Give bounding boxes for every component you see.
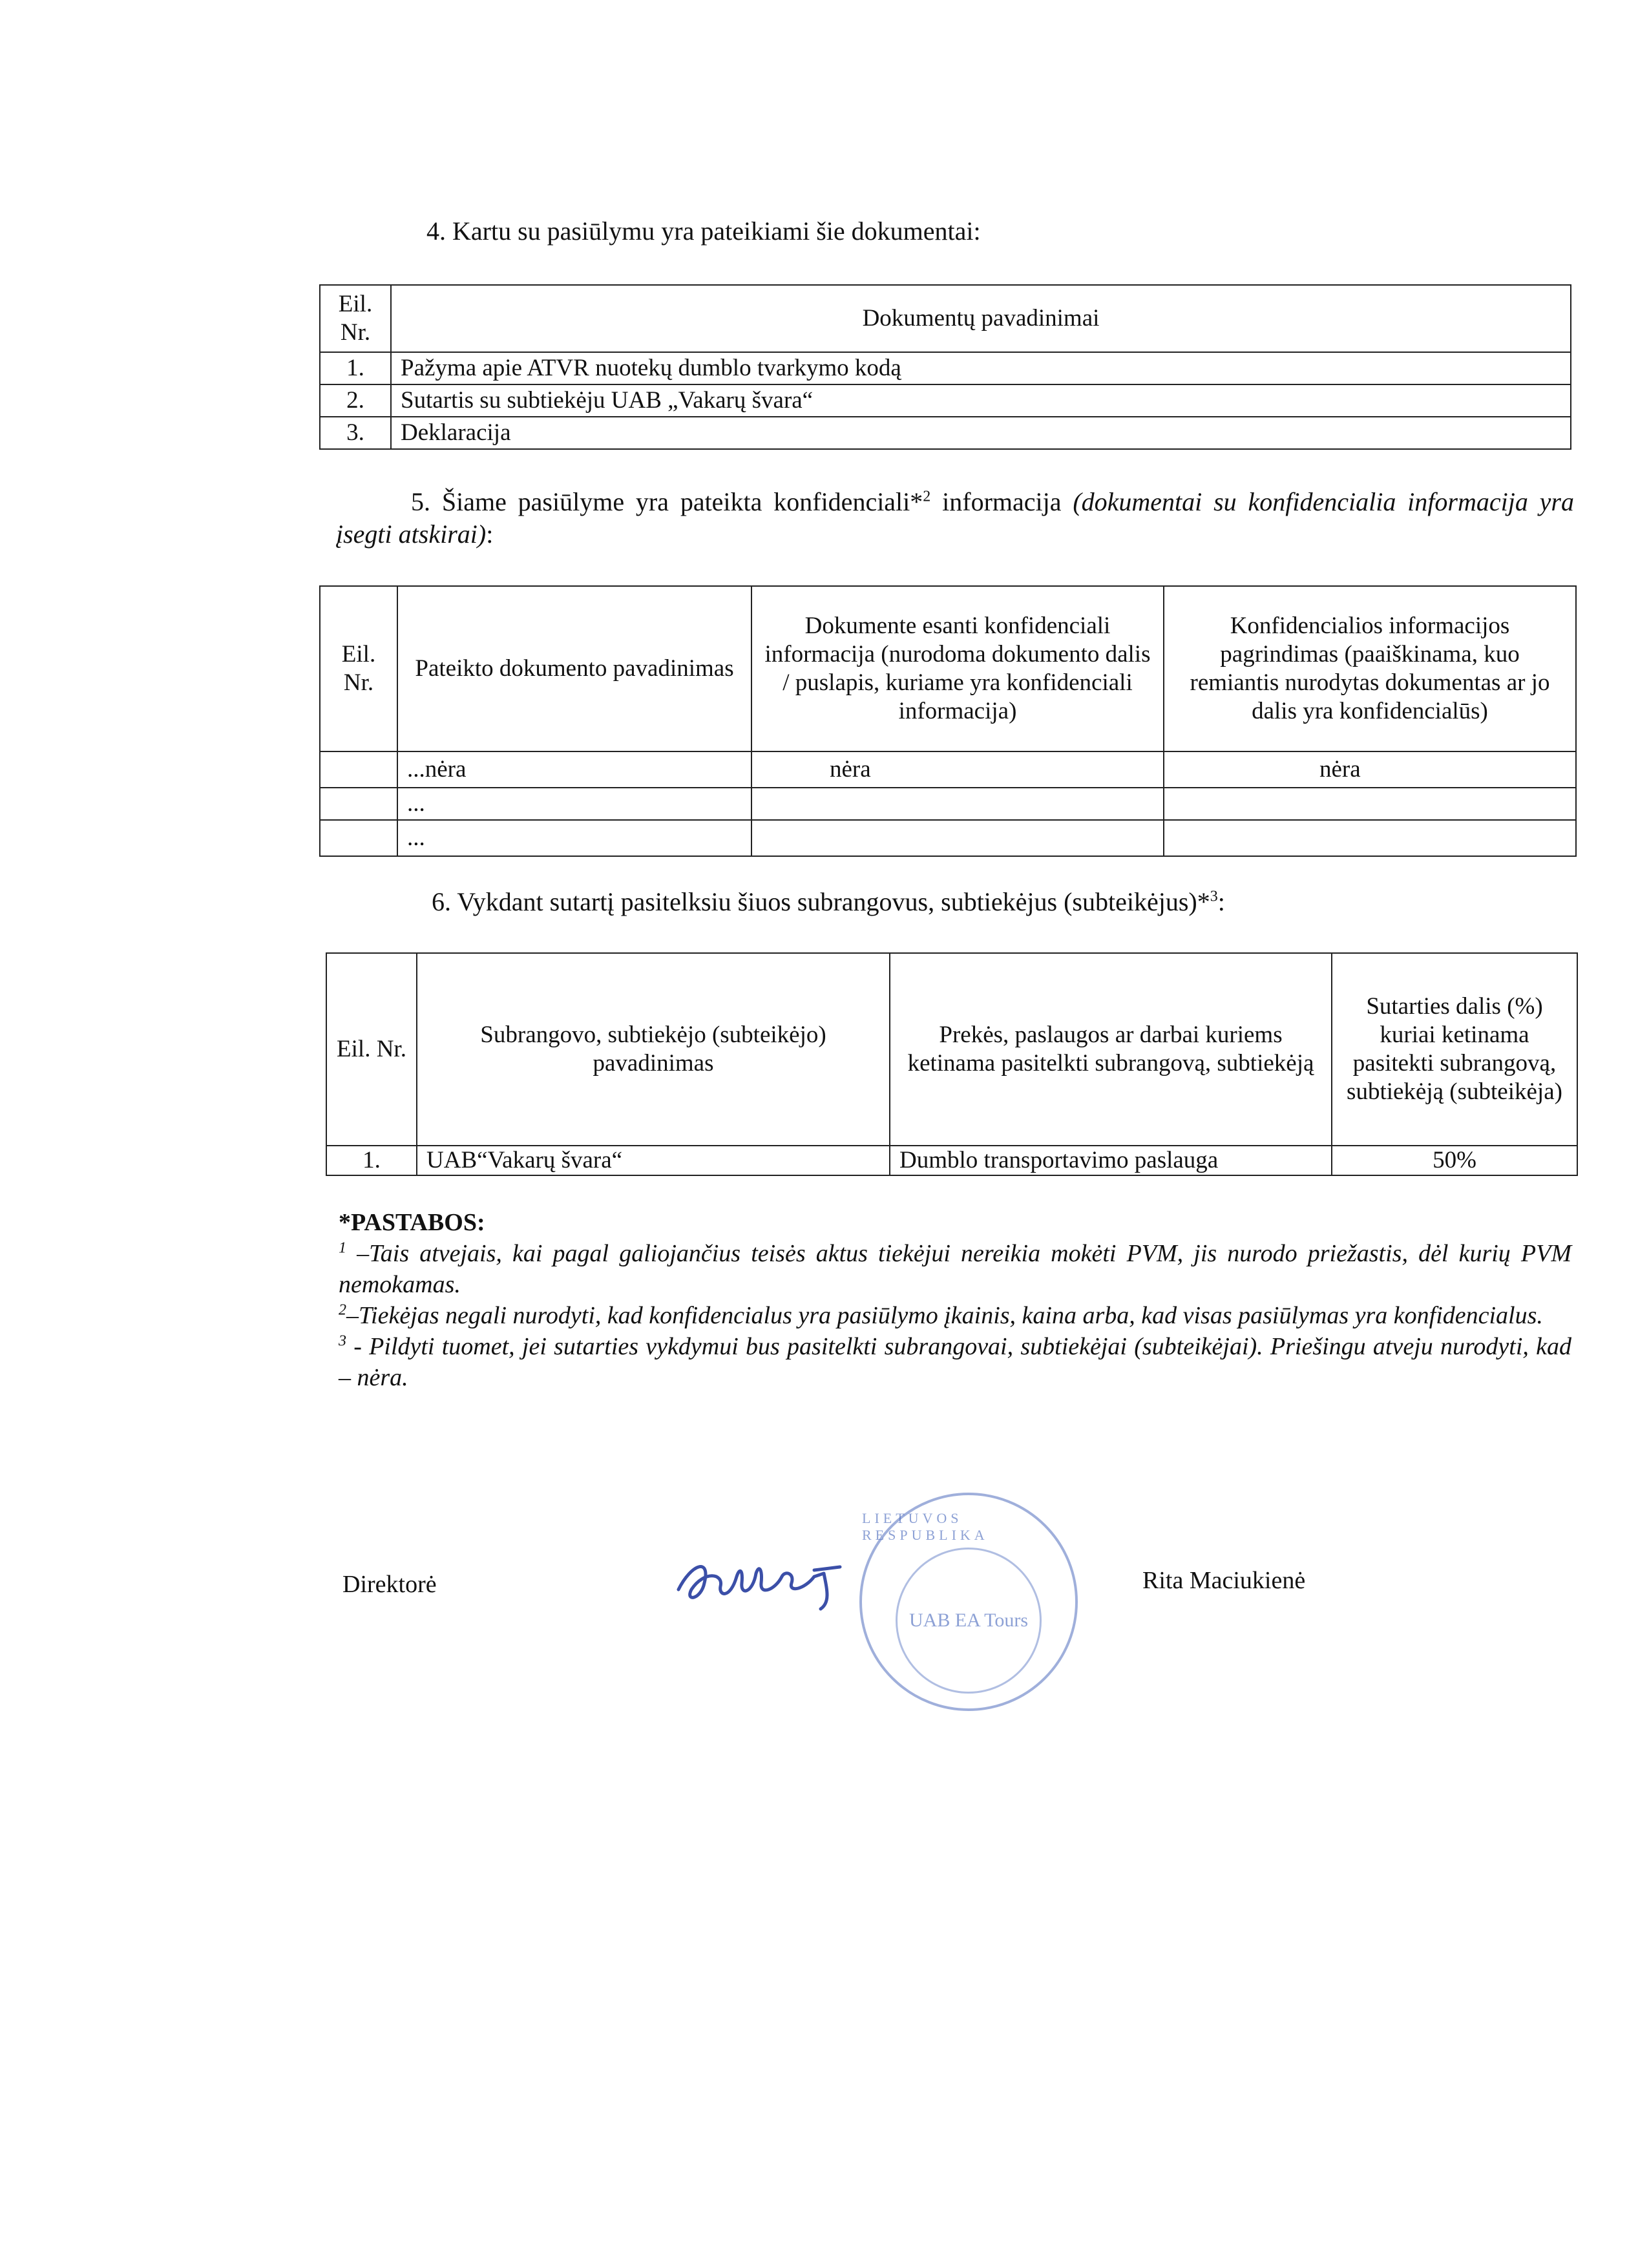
table-row <box>326 1146 1577 1175</box>
subcontractors-row-no: 1. <box>326 1146 417 1175</box>
subcontractors-row-share: 50% <box>1332 1146 1577 1175</box>
notes-title: *PASTABOS: <box>339 1209 485 1236</box>
confidential-row-doc: ... <box>397 788 751 820</box>
confidential-header-reason: Konfidencialios informacijos pagrindimas (paaiškinama, kuo remiantis nurodytas dokumentas ar jo dalis yra konfidencialūs) <box>1164 586 1576 751</box>
confidential-row-info <box>751 788 1164 820</box>
confidential-row-reason <box>1164 820 1576 856</box>
documents-row-no: 1. <box>320 352 391 384</box>
subcontractors-header-no: Eil. Nr. <box>326 953 417 1146</box>
confidential-header-info: Dokumente esanti konfidenciali informacija (nurodoma dokumento dalis / puslapis, kuriame yra konfidenciali informacija) <box>751 586 1164 751</box>
table-row <box>320 820 1576 856</box>
subcontractors-table <box>326 952 1578 1176</box>
section5-heading: 5. Šiame pasiūlyme yra pateikta konfidenciali*$^2$ informacija (dokumentai su konfidencialia informacija yra įsegti atskirai): <box>336 487 1574 549</box>
subcontractors-row-name: UAB“Vakarų švara“ <box>417 1146 890 1175</box>
subcontractors-row-work: Dumblo transportavimo paslauga <box>890 1146 1332 1175</box>
documents-row-no: 2. <box>320 384 391 417</box>
stamp-inner-ring <box>896 1548 1042 1694</box>
table-row <box>320 352 1571 384</box>
stamp-outer-text: LIETUVOS RESPUBLIKA <box>862 1510 989 1543</box>
confidential-row-no <box>320 820 397 856</box>
table-row <box>320 788 1576 820</box>
confidential-row-doc: ... <box>397 820 751 856</box>
confidential-header-doc: Pateikto dokumento pavadinimas <box>397 586 751 751</box>
confidential-table <box>319 585 1577 857</box>
confidential-row-reason <box>1164 788 1576 820</box>
note-item: $^3$ - Pildyti tuomet, jei sutarties vykdymui bus pasitelkti subrangovai, subtiekėjai (subteikėjai). Priešingu atveju nurodyti, kad – nėra. <box>339 1332 1572 1391</box>
note-item: $^1$ –Tais atvejais, kai pagal galiojančius teisės aktus tiekėjui nereikia mokėti PVM, jis nurodo priežastis, dėl kurių PVM nemokamas. <box>339 1239 1571 1298</box>
confidential-row-doc: ...nėra <box>397 751 751 788</box>
company-stamp <box>859 1493 1078 1711</box>
confidential-row-info <box>751 820 1164 856</box>
subcontractors-header-name: Subrangovo, subtiekėjo (subteikėjo) pavadinimas <box>417 953 890 1146</box>
notes <box>339 1207 1571 1393</box>
subcontractors-header-work: Prekės, paslaugos ar darbai kuriems ketinama pasitelkti subrangovą, subtiekėją <box>890 953 1332 1146</box>
documents-table <box>319 284 1571 450</box>
confidential-row-no <box>320 788 397 820</box>
confidential-row-reason: nėra <box>1164 751 1576 788</box>
confidential-row-no <box>320 751 397 788</box>
section6-heading: 6. Vykdant sutartį pasitelksiu šiuos subrangovus, subtiekėjus (subteikėjus)*$^3$: <box>432 887 1225 916</box>
table-row <box>320 384 1571 417</box>
documents-header-no: Eil. Nr. <box>320 285 391 352</box>
table-row <box>320 751 1576 788</box>
documents-header-name: Dokumentų pavadinimai <box>391 285 1571 352</box>
documents-row-name: Deklaracija <box>391 417 1571 449</box>
confidential-row-info: nėra <box>751 751 1164 788</box>
stamp-inner-text: UAB EA Tours <box>909 1610 1029 1631</box>
section4-heading: 4. Kartu su pasiūlymu yra pateikiami šie dokumentai: <box>426 216 981 246</box>
confidential-header-no: Eil. Nr. <box>320 586 397 751</box>
subcontractors-header-share: Sutarties dalis (%) kuriai ketinama pasitekti subrangovą, subtiekėją (subteikėja) <box>1332 953 1577 1146</box>
note-item: $^2$–Tiekėjas negali nurodyti, kad konfidencialus yra pasiūlymo įkainis, kaina arba, kad visas pasiūlymas yra konfidencialus. <box>339 1301 1543 1329</box>
documents-row-name: Pažyma apie ATVR nuotekų dumblo tvarkymo kodą <box>391 352 1571 384</box>
signature-name: Rita Maciukienė <box>1142 1567 1306 1594</box>
signature-role: Direktorė <box>342 1571 437 1598</box>
documents-row-name: Sutartis su subtiekėju UAB „Vakarų švara“ <box>391 384 1571 417</box>
handwritten-signature <box>666 1538 853 1622</box>
table-row <box>320 417 1571 449</box>
documents-row-no: 3. <box>320 417 391 449</box>
